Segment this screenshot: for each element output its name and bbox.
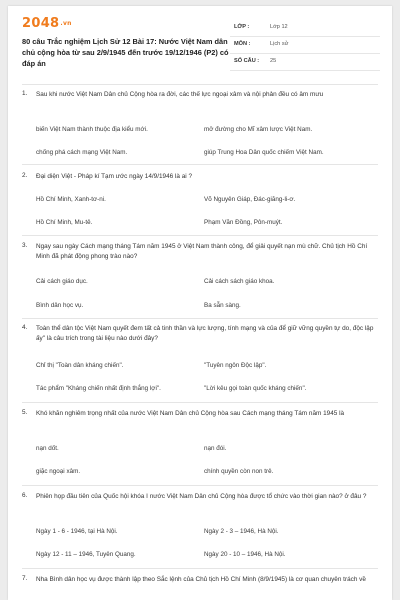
logo-main: 2048 (22, 16, 60, 31)
meta-row-class (230, 20, 380, 37)
answer-option[interactable]: giúp Trung Hoa Dân quốc chiếm Việt Nam. (204, 149, 324, 156)
page (8, 6, 392, 600)
answer-option[interactable]: Phạm Văn Đồng, Pôn-muýt. (204, 219, 283, 226)
question-text: Toàn thể dân tộc Việt Nam quyết đem tất cả tinh thần và lực lượng, tính mạng và của để giữ vững quyền tự do, độc lập ấy" là câu trích trong tài liệu nào dưới đây? (36, 325, 374, 342)
question-text: Ngay sau ngày Cách mạng tháng Tám năm 1945 ở Việt Nam thành công, để giải quyết nạn mù chữ. Chủ tịch Hồ Chí Minh đã phát động phong trào nào? (36, 243, 368, 260)
question-number: 3. (22, 242, 28, 249)
answer-option[interactable]: giặc ngoại xâm. (36, 468, 81, 475)
divider (22, 235, 378, 236)
answer-option[interactable]: Ngày 2 - 3 – 1946, Hà Nội. (204, 528, 279, 535)
answer-option[interactable]: Ba sẵn sàng. (204, 302, 241, 309)
meta-row-count (230, 54, 380, 71)
question-text: Sau khi nước Việt Nam Dân chủ Cộng hòa ra đời, các thế lực ngoại xâm và nội phản đều có âm mưu (36, 91, 324, 98)
answer-option[interactable]: Ngày 20 - 10 – 1946, Hà Nội. (204, 551, 286, 558)
meta-label: MÔN : (234, 41, 251, 47)
answer-option[interactable]: nạn dốt. (36, 445, 59, 452)
question-text: Phiên họp đầu tiên của Quốc hội khóa I nước Việt Nam Dân chủ Cộng hòa được tổ chức vào thời gian nào? ở đâu ? (36, 493, 367, 500)
question-text: Khó khăn nghiêm trọng nhất của nước Việt Nam Dân chủ Cộng hòa sau Cách mạng tháng Tám năm 1945 là (36, 410, 345, 417)
meta-row-subject (230, 37, 380, 54)
answer-option[interactable]: Hồ Chí Minh, Mu-tê. (36, 219, 93, 226)
logo-suffix: .vn (60, 20, 72, 27)
page-title: 80 câu Trắc nghiệm Lịch Sử 12 Bài 17: Nước Việt Nam dân chủ cộng hòa từ sau 2/9/1945 đến trước 19/12/1946 (P2) có đáp án (22, 37, 229, 68)
meta-label: LỚP : (234, 24, 250, 30)
question-number: 4. (22, 324, 28, 331)
answer-option[interactable]: biến Việt Nam thành thuộc địa kiểu mới. (36, 126, 148, 133)
meta-value: Lớp 12 (270, 24, 288, 30)
divider (22, 318, 378, 319)
divider (22, 402, 378, 403)
question-number: 7. (22, 575, 28, 582)
answer-option[interactable]: Ngày 12 - 11 – 1946, Tuyên Quang. (36, 551, 136, 558)
divider (22, 164, 378, 165)
answer-option[interactable]: Cải cách sách giáo khoa. (204, 278, 275, 285)
answer-option[interactable]: Bình dân học vụ. (36, 302, 84, 309)
divider (22, 84, 378, 85)
meta-value: 25 (270, 58, 277, 64)
meta-value: Lịch sử (270, 41, 289, 47)
header (8, 6, 392, 90)
meta-label: SỐ CÂU : (234, 58, 260, 64)
quiz-meta (230, 20, 380, 71)
divider (22, 485, 378, 486)
question-number: 1. (22, 90, 28, 97)
answer-option[interactable]: Cải cách giáo dục. (36, 278, 88, 285)
answer-option[interactable]: Ngày 1 - 6 - 1946, tại Hà Nội. (36, 528, 118, 535)
answer-option[interactable]: "Lời kêu gọi toàn quốc kháng chiến". (204, 385, 307, 392)
answer-option[interactable]: Chỉ thị "Toàn dân kháng chiến". (36, 362, 124, 369)
answer-option[interactable]: chính quyền còn non trẻ. (204, 468, 274, 475)
question-text: Nha Bình dân học vụ được thành lập theo Sắc lệnh của Chủ tịch Hồ Chí Minh (8/9/1945) là cơ quan chuyên trách về (36, 576, 366, 583)
question-number: 2. (22, 172, 28, 179)
answer-option[interactable]: chống phá cách mạng Việt Nam. (36, 149, 128, 156)
answer-option[interactable]: Võ Nguyên Giáp, Đác-giăng-li-ơ. (204, 196, 296, 203)
question-number: 6. (22, 492, 28, 499)
question-number: 5. (22, 409, 28, 416)
answer-option[interactable]: mở đường cho Mĩ xâm lược Việt Nam. (204, 126, 313, 133)
answer-option[interactable]: Tác phẩm "Kháng chiến nhất định thắng lợi". (36, 385, 161, 392)
answer-option[interactable]: Hồ Chí Minh, Xanh-tơ-ni. (36, 196, 106, 203)
divider (22, 568, 378, 569)
site-logo[interactable] (22, 16, 72, 31)
answer-option[interactable]: nạn đói. (204, 445, 227, 452)
question-text: Đại diện Việt - Pháp kí Tạm ước ngày 14/9/1946 là ai ? (36, 173, 193, 180)
answer-option[interactable]: "Tuyên ngôn Độc lập". (204, 362, 267, 369)
